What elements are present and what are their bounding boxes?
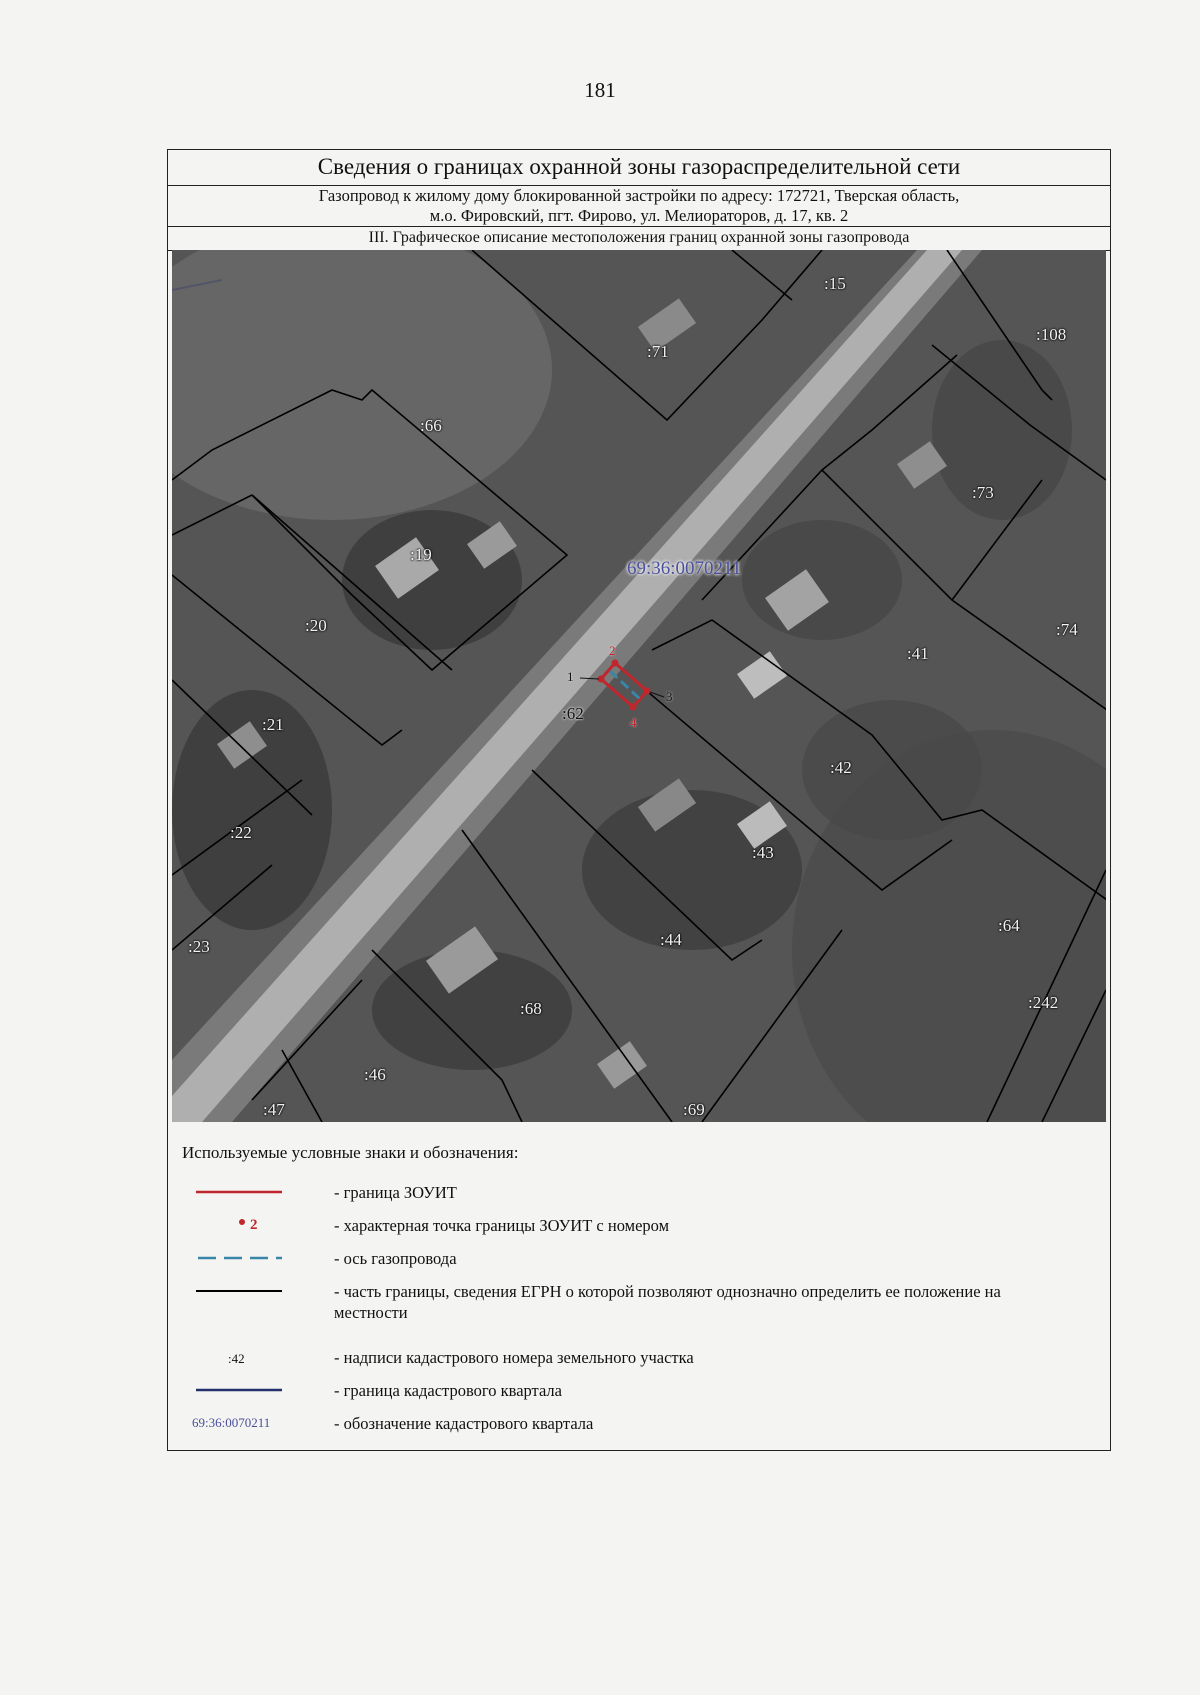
red-point-symbol bbox=[182, 1213, 292, 1237]
object-description bbox=[168, 185, 1110, 227]
legend-label: - надписи кадастрового номера земельного участка bbox=[334, 1348, 694, 1367]
map-labels bbox=[172, 250, 1106, 1122]
legend-label: - граница кадастрового квартала bbox=[334, 1381, 562, 1400]
parcel-label: :19 bbox=[410, 545, 432, 564]
parcel-label: :44 bbox=[660, 930, 682, 949]
legend-label: - обозначение кадастрового квартала bbox=[334, 1414, 594, 1433]
section-title: III. Графическое описание местоположения границ охранной зоны газопровода bbox=[168, 227, 1110, 251]
legend-item-zouit-point bbox=[182, 1213, 1092, 1237]
parcel-label: :242 bbox=[1028, 993, 1059, 1012]
document-title: Сведения о границах охранной зоны газораспределительной сети bbox=[168, 150, 1110, 186]
parcel-label: :69 bbox=[683, 1100, 705, 1119]
document-frame bbox=[167, 149, 1111, 1451]
legend-point-number: 2 bbox=[250, 1217, 258, 1233]
parcel-label: :74 bbox=[1056, 620, 1078, 639]
legend-quarter-sample: 69:36:0070211 bbox=[192, 1415, 271, 1430]
parcel-label: :15 bbox=[824, 274, 846, 293]
parcel-label: :71 bbox=[647, 342, 669, 361]
parcel-label: :41 bbox=[907, 644, 929, 663]
navy-line-symbol bbox=[182, 1378, 292, 1402]
parcel-label: :46 bbox=[364, 1065, 386, 1084]
parcel-label: :20 bbox=[305, 616, 327, 635]
point-label-1: 1 bbox=[567, 669, 574, 684]
parcel-label: :22 bbox=[230, 823, 252, 842]
legend-item-pipeline-axis bbox=[182, 1246, 1092, 1270]
object-description-line-2: м.о. Фировский, пгт. Фирово, ул. Мелиораторов, д. 17, кв. 2 bbox=[429, 206, 849, 225]
parcel-label: :21 bbox=[262, 715, 284, 734]
aerial-map bbox=[172, 250, 1106, 1122]
legend-label: - характерная точка границы ЗОУИТ с номером bbox=[334, 1216, 670, 1235]
parcel-label: :68 bbox=[520, 999, 542, 1018]
point-label-4: 4 bbox=[630, 715, 637, 730]
point-label-3: 3 bbox=[666, 689, 673, 704]
legend-item-quarter-label bbox=[182, 1411, 1092, 1435]
parcel-label: :73 bbox=[972, 483, 994, 502]
parcel-label: :62 bbox=[562, 704, 584, 723]
legend-parcel-number-sample: :42 bbox=[228, 1351, 245, 1366]
object-description-line-1: Газопровод к жилому дому блокированной застройки по адресу: 172721, Тверская область, bbox=[318, 186, 960, 205]
red-line-symbol bbox=[182, 1180, 292, 1204]
quarter-label: 69:36:0070211 bbox=[627, 558, 742, 579]
legend-item-parcel-number bbox=[182, 1345, 1092, 1369]
legend-label: - граница ЗОУИТ bbox=[334, 1183, 457, 1202]
legend-label: - часть границы, сведения ЕГРН о которой позволяют однозначно определить ее положение на местности bbox=[334, 1282, 1001, 1322]
parcel-label: :43 bbox=[752, 843, 774, 862]
legend-title: Используемые условные знаки и обозначения: bbox=[182, 1143, 519, 1162]
legend-label: - ось газопровода bbox=[334, 1249, 457, 1268]
legend-item-quarter-boundary bbox=[182, 1378, 1092, 1402]
parcel-label: :66 bbox=[420, 416, 442, 435]
parcel-label: :64 bbox=[998, 916, 1020, 935]
point-label-2: 2 bbox=[609, 643, 616, 658]
parcel-label: :23 bbox=[188, 937, 210, 956]
blue-dashed-line-symbol bbox=[182, 1246, 292, 1270]
black-line-symbol bbox=[182, 1279, 292, 1303]
parcel-label: :42 bbox=[830, 758, 852, 777]
parcel-label: :108 bbox=[1036, 325, 1067, 344]
legend-item-zouit-boundary bbox=[182, 1180, 1092, 1204]
parcel-label: :47 bbox=[263, 1100, 285, 1119]
page-number: 181 bbox=[584, 78, 616, 102]
legend-item-parcel-boundary bbox=[182, 1279, 1092, 1327]
